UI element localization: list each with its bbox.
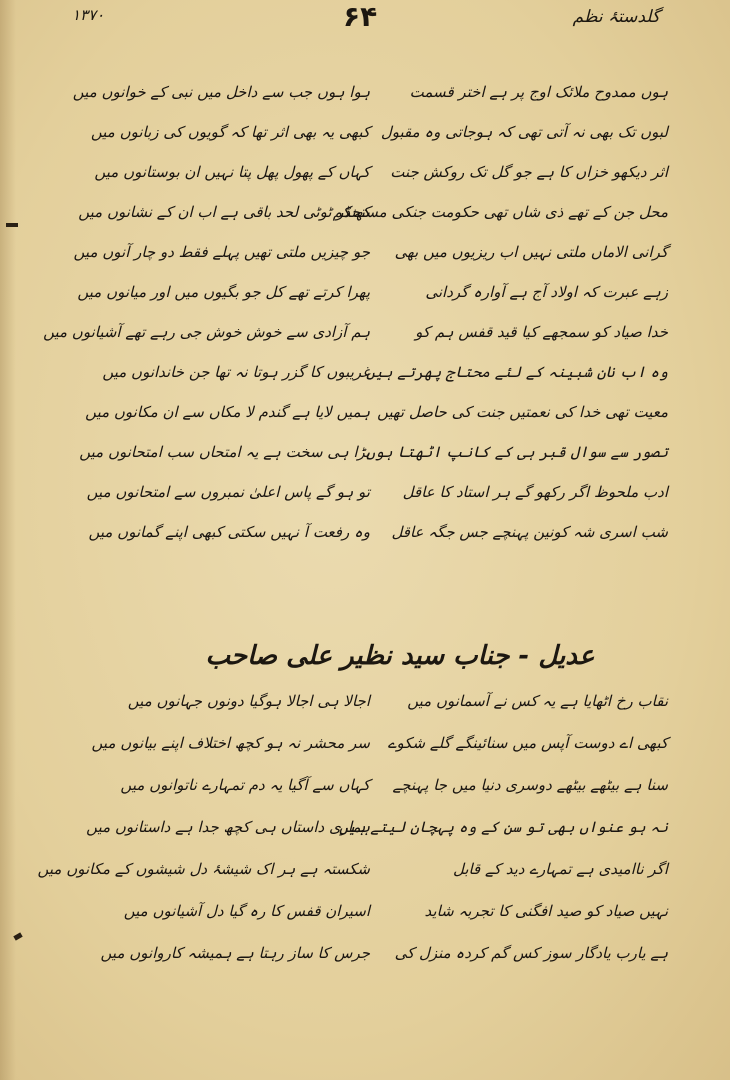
header-year: ۱۳۷۰ [72, 6, 105, 24]
verse-line: سر محشر نہ ہو کچھ اختلاف اپنے بیانوں میں [91, 734, 370, 752]
verse-line: اجالا ہی اجالا ہوگیا دونوں جہانوں میں [127, 692, 370, 710]
book-title: گلدستۂ نظم [572, 7, 660, 27]
verse-line: خدا صیاد کو سمجھے کیا قید قفس ہم کو [415, 323, 668, 341]
verse-line: گرانی الاماں ملتی نہیں اب ریزیوں میں بھی [394, 243, 668, 261]
verse-line: ہے یارب یادگار سوز کس گم کردہ منزل کی [394, 944, 668, 962]
verse-line: کبھی یہ بھی اثر تھا کہ گویوں کی زبانوں میں [90, 123, 370, 141]
verse-line: کہاں کے پھول پھل پتا نہیں ان بوستانوں میں [94, 163, 370, 181]
verse-line: بڑا ہی سخت ہے یہ امتحاں سب امتحانوں میں [79, 443, 370, 461]
verse-line: کبھی اے دوست آپس میں سنائینگے گلے شکوے [387, 734, 668, 752]
verse-line: نقاب رخ اٹھایا ہے یہ کس نے آسمانوں میں [407, 692, 668, 710]
page-header [0, 0, 730, 40]
verse-line: ہمیں لایا ہے گندم لا مکاں سے ان مکانوں میں [85, 403, 370, 421]
verse-line: پھرا کرتے تھے کل جو بگیوں میں اور میانوں میں [77, 283, 370, 301]
verse-line: سنا ہے بیٹھے بیٹھے دوسری دنیا میں جا پہنچے [392, 776, 668, 794]
right-column [332, 72, 668, 552]
verse-line: کہاں سے آگیا یہ دم تمہارے ناتوانوں میں [120, 776, 370, 794]
poem-section-2 [0, 680, 730, 1000]
verse-line: نہیں صیاد کو صید افگنی کا تجربہ شاید [424, 902, 668, 920]
verse-line: ہم آزادی سے خوش خوش جی رہے تھے آشیانوں میں [43, 323, 370, 341]
verse-line: معیت تھی خدا کی نعمتیں جنت کی حاصل تھیں [377, 403, 668, 421]
left-column [37, 680, 370, 974]
verse-line: اثر دیکھو خزاں کا ہے جو گل تک روکش جنت [390, 163, 668, 181]
page-number: ۶۴ [343, 0, 378, 33]
right-column [339, 680, 668, 974]
left-column [43, 72, 370, 552]
verse-line: زہے عبرت کہ اولاد آج ہے آوارہ گردانی [425, 283, 668, 301]
verse-line: ہوا ہوں جب سے داخل میں نبی کے خوانوں میں [72, 83, 370, 101]
verse-line: ادب ملحوظ اگر رکھو گے ہر استاد کا عاقل [402, 483, 668, 501]
verse-line: جو چیزیں ملتی تھیں پہلے فقط دو چار آنوں میں [73, 243, 370, 261]
ink-mark [6, 223, 18, 227]
verse-line: وہ رفعت آ نہیں سکتی کبھی اپنے گمانوں میں [88, 523, 370, 541]
verse-line: تو ہو گے پاس اعلیٰ نمبروں سے امتحانوں میں [86, 483, 370, 501]
verse-line: اگر ناامیدی ہے تمہارے دید کے قابل [452, 860, 668, 878]
verse-line: غریبوں کا گزر ہوتا نہ تھا جن خاندانوں میں [102, 363, 370, 381]
verse-line: ہماری داستاں ہی کچھ جدا ہے داستانوں میں [86, 818, 370, 836]
verse-line: کھنڈر ٹوٹی لحد باقی ہے اب ان کے نشانوں میں [78, 203, 370, 221]
verse-line: ہوں ممدوح ملائک اوج پر ہے اختر قسمت [409, 83, 668, 101]
verse-line: شب اسری شہ کونین پہنچے جس جگہ عاقل [391, 523, 668, 541]
verse-line: شکستہ ہے ہر اک شیشۂ دل شیشوں کے مکانوں میں [37, 860, 370, 878]
verse-line: جرس کا ساز رہتا ہے ہمیشہ کاروانوں میں [100, 944, 370, 962]
verse-line: اسیران قفس کا رہ گیا دل آشیانوں میں [123, 902, 370, 920]
verse-line: محل جن کے تھے ذی شاں تھی حکومت جنکی مستحکم [332, 203, 668, 221]
verse-line: وہ اب نان شبینہ کے لئے محتاج پھرتے ہیں [366, 363, 668, 381]
verse-line: نہ ہو عنواں بھی تو سن کے وہ پہچان لیتے ہیں [339, 818, 668, 836]
verse-line: لبوں تک بھی نہ آتی تھی کہ ہوجاتی وہ مقبول [380, 123, 668, 141]
verse-line: تصور سے سوال قبر ہی کے کانپ اٹھتا ہوں [366, 443, 668, 461]
poem-section-1 [0, 72, 730, 632]
section-heading: عدیل - جناب سید نظیر علی صاحب [205, 641, 595, 671]
